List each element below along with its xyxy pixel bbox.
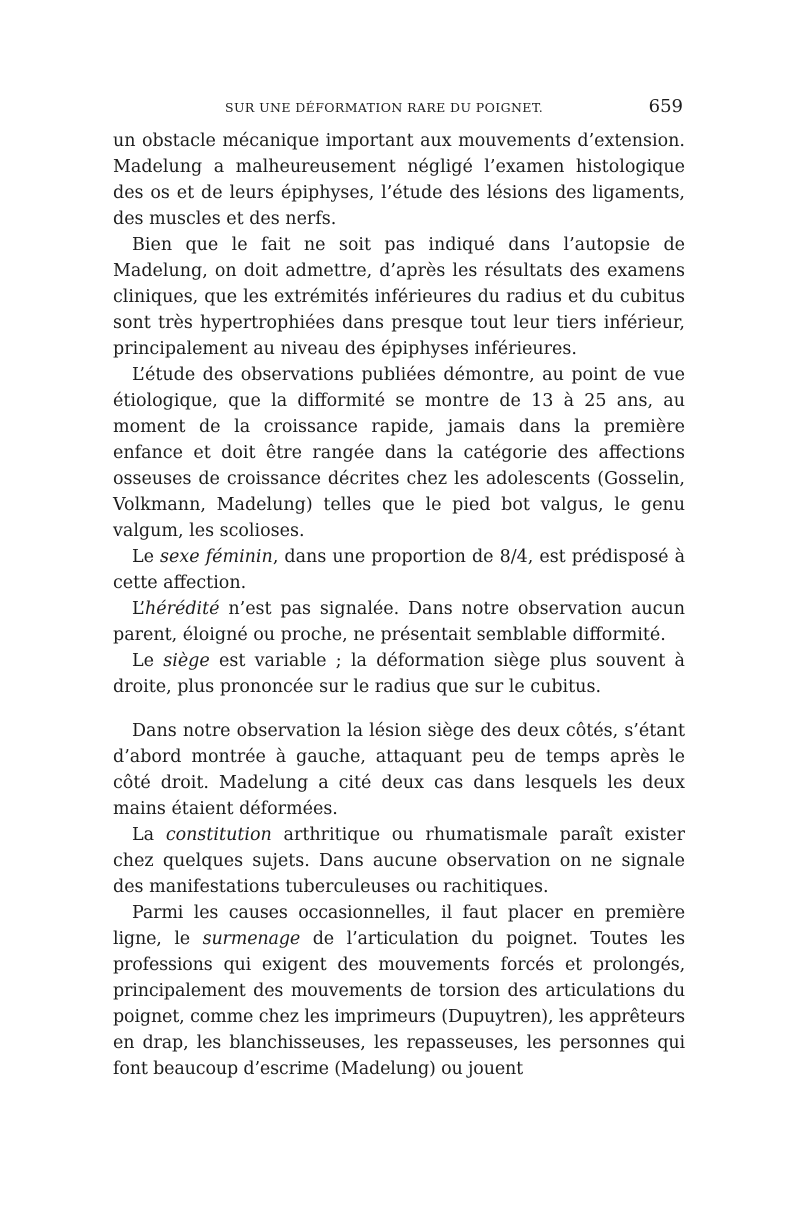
paragraph-text-pre: L’ bbox=[132, 599, 145, 619]
italic-term: surmenage bbox=[202, 929, 301, 949]
paragraph-text: L’étude des observations publiées démontre, au point de vue étiologique, que la difformité se montre de 13 à 25 ans, au moment de la croissance rapide, jamais dans la première enfance et doit être rangée dans la catégorie des affections osseuses de croissance décrites chez les adolescents (Gosselin, Volkmann, Madelung) telles que le pied bot valgus, le genu valgum, les scolioses. bbox=[113, 365, 685, 541]
italic-term: siège bbox=[163, 651, 210, 671]
paragraph-text: Dans notre observation la lésion siège des deux côtés, s’étant d’abord montrée à gauche, attaquant peu de temps après le côté droit. Madelung a cité deux cas dans lesquels les deux mains étaient déformées. bbox=[113, 721, 685, 819]
paragraph-text-pre: Le bbox=[132, 651, 164, 671]
paragraph-text-post: est variable ; la déformation siège plus souvent à droite, plus prononcée sur le radius que sur le cubitus. bbox=[113, 651, 685, 697]
paragraph-text-pre: La bbox=[132, 825, 166, 845]
paragraph-text-post: de l’articulation du poignet. Toutes les professions qui exigent des mouvements forcés et prolongés, principalement des mouvements de torsion des articulations du poignet, comme chez les imprimeurs (Dupuytren), les apprêteurs en drap, les blanchisseuses, les repasseuses, les personnes qui font beaucoup d’escrime (Madelung) ou jouent bbox=[113, 929, 685, 1079]
paragraph-2 bbox=[113, 232, 685, 362]
paragraph-8 bbox=[113, 822, 685, 900]
paragraph-text-pre: Parmi les causes occasionnelles, il faut placer en première ligne, le bbox=[113, 903, 685, 949]
paragraph-3 bbox=[113, 362, 685, 544]
italic-term: hérédité bbox=[145, 599, 220, 619]
paragraph-gap bbox=[113, 700, 685, 718]
paragraph-text: Bien que le fait ne soit pas indiqué dans l’autopsie de Madelung, on doit admettre, d’après les résultats des examens cliniques, que les extrémités inférieures du radius et du cubitus sont très hypertrophiées dans presque tout leur tiers inférieur, principalement au niveau des épiphyses inférieures. bbox=[113, 235, 685, 359]
paragraph-text-post: n’est pas signalée. Dans notre observation aucun parent, éloigné ou proche, ne présentait semblable difformité. bbox=[113, 599, 685, 645]
italic-term: sexe féminin bbox=[160, 547, 273, 567]
paragraph-6 bbox=[113, 648, 685, 700]
running-head: SUR UNE DÉFORMATION RARE DU POIGNET. bbox=[225, 100, 544, 115]
paragraph-4 bbox=[113, 544, 685, 596]
paragraph-9 bbox=[113, 900, 685, 1082]
page-header bbox=[113, 96, 683, 120]
paragraph-text-post: , dans une proportion de 8/4, est prédisposé à cette affection. bbox=[113, 547, 685, 593]
body-text bbox=[113, 128, 685, 1082]
paragraph-1 bbox=[113, 128, 685, 232]
paragraph-text: un obstacle mécanique important aux mouvements d’extension. Madelung a malheureusement négligé l’examen histologique des os et de leurs épiphyses, l’étude des lésions des ligaments, des muscles et des nerfs. bbox=[113, 131, 685, 229]
paragraph-text-pre: Le bbox=[132, 547, 161, 567]
paragraph-5 bbox=[113, 596, 685, 648]
page-number: 659 bbox=[648, 96, 683, 117]
paragraph-text-post: arthritique ou rhumatismale paraît exister chez quelques sujets. Dans aucune observation on ne signale des manifestations tuberculeuses ou rachitiques. bbox=[113, 825, 685, 897]
italic-term: constitution bbox=[165, 825, 272, 845]
paragraph-7 bbox=[113, 718, 685, 822]
